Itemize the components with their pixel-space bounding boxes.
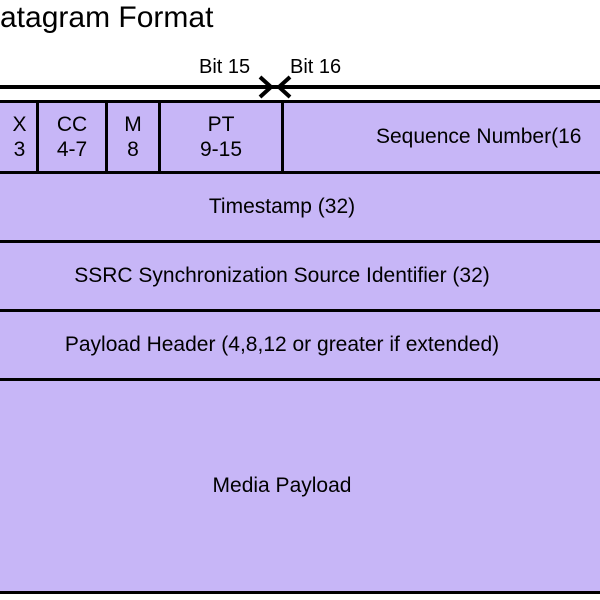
bit-16-label: Bit 16	[290, 56, 342, 78]
field-m-name: M	[124, 113, 142, 136]
field-pt-bits: 9-15	[199, 138, 243, 161]
field-m	[105, 100, 161, 174]
row-media-payload-label: Media Payload	[212, 474, 352, 497]
field-pt	[158, 100, 284, 174]
field-sequence-number-label: Sequence Number(16	[376, 125, 582, 148]
field-x	[0, 100, 39, 174]
row-ssrc-label: SSRC Synchronization Source Identifier (32)	[74, 264, 490, 287]
bit-boundary-arrows-icon	[250, 74, 300, 100]
row-ssrc	[0, 240, 600, 312]
row-payload-header-label: Payload Header (4,8,12 or greater if extended)	[64, 333, 500, 356]
row-timestamp	[0, 171, 600, 243]
row-timestamp-label: Timestamp (32)	[208, 195, 356, 218]
field-sequence-number	[281, 100, 600, 174]
field-pt-name: PT	[207, 113, 235, 136]
field-x-name: X	[12, 113, 27, 136]
row-media-payload	[0, 378, 600, 594]
bit-boundary-line	[0, 85, 600, 89]
field-cc-name: CC	[56, 113, 88, 136]
bit-15-label: Bit 15	[199, 56, 251, 78]
field-x-bits: 3	[13, 138, 26, 161]
field-cc	[36, 100, 108, 174]
field-cc-bits: 4-7	[56, 138, 88, 161]
diagram-title: atagram Format	[0, 1, 214, 34]
row-payload-header	[0, 309, 600, 381]
field-m-bits: 8	[127, 138, 139, 161]
